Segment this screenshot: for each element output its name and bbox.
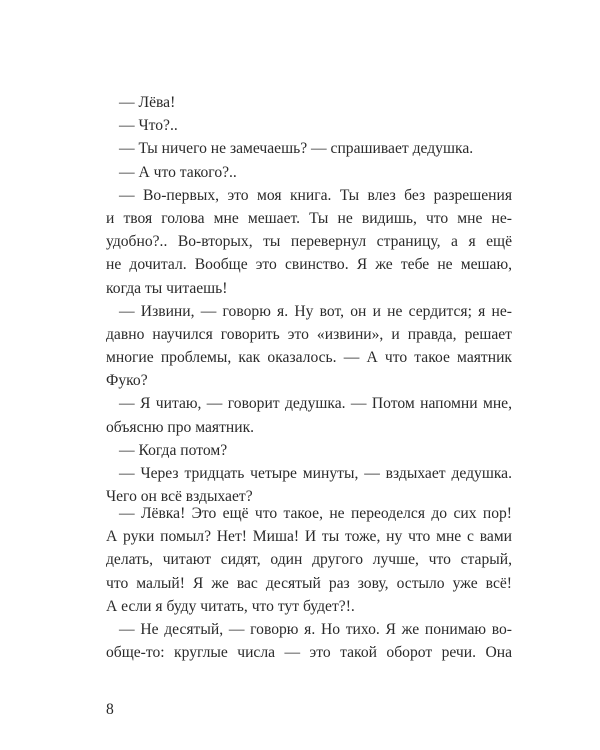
text-line: обще-то: круглые числа — это такой оборот речи. Она (106, 644, 512, 662)
text-block-dialogue (106, 91, 512, 508)
text-block-scene-two (106, 502, 512, 664)
text-line: удобно?.. Во-вторых, ты перевернул страницу, а я ещё (106, 233, 512, 251)
text-line: — Я читаю, — говорит дедушка. — Потом напомни мне, (119, 395, 512, 413)
text-line: А если я буду читать, что тут будет?!. (106, 597, 355, 615)
text-line: многие проблемы, как оказалось. — А что такое маятник (106, 349, 512, 367)
text-line: не дочитал. Вообще это свинство. Я же тебе не мешаю, (106, 256, 512, 274)
text-line: и твоя голова мне мешает. Ты не видишь, что мне не- (106, 209, 512, 227)
text-line: А руки помыл? Нет! Миша! И ты тоже, ну что мне с вами (106, 528, 512, 546)
text-line: — Что?.. (119, 117, 178, 135)
text-line: Фуко? (106, 372, 148, 390)
text-line: — А что такого?.. (119, 163, 237, 181)
text-line: — Лёва! (119, 94, 176, 111)
text-line: — Лёвка! Это ещё что такое, не переоделся до сих пор! (119, 505, 512, 522)
text-line: — Через тридцать четыре минуты, — вздыхает дедушка. (119, 465, 512, 482)
text-line: что малый! Я же вас десятый раз зову, остыло уже всё! (106, 574, 512, 592)
text-line: Чего он всё вздыхает? (106, 488, 253, 506)
page-number: 8 (106, 701, 114, 718)
text-line: делать, читают сидят, один другого лучше, что старый, (106, 551, 512, 569)
text-line: — Ты ничего не замечаешь? — спрашивает дедушка. (119, 140, 474, 158)
text-line: — Когда потом? (119, 441, 228, 459)
text-line: — Не десятый, — говорю я. Но тихо. Я же понимаю во- (119, 620, 512, 638)
text-line: — Извини, — говорю я. Ну вот, он и не сердится; я не- (119, 302, 512, 320)
text-line: давно научился говорить это «извини», и правда, решает (106, 325, 512, 343)
text-line: когда ты читаешь! (106, 279, 228, 297)
text-line: — Во-первых, это моя книга. Ты влез без разрешения (119, 186, 512, 204)
text-line: объясню про маятник. (106, 418, 255, 436)
